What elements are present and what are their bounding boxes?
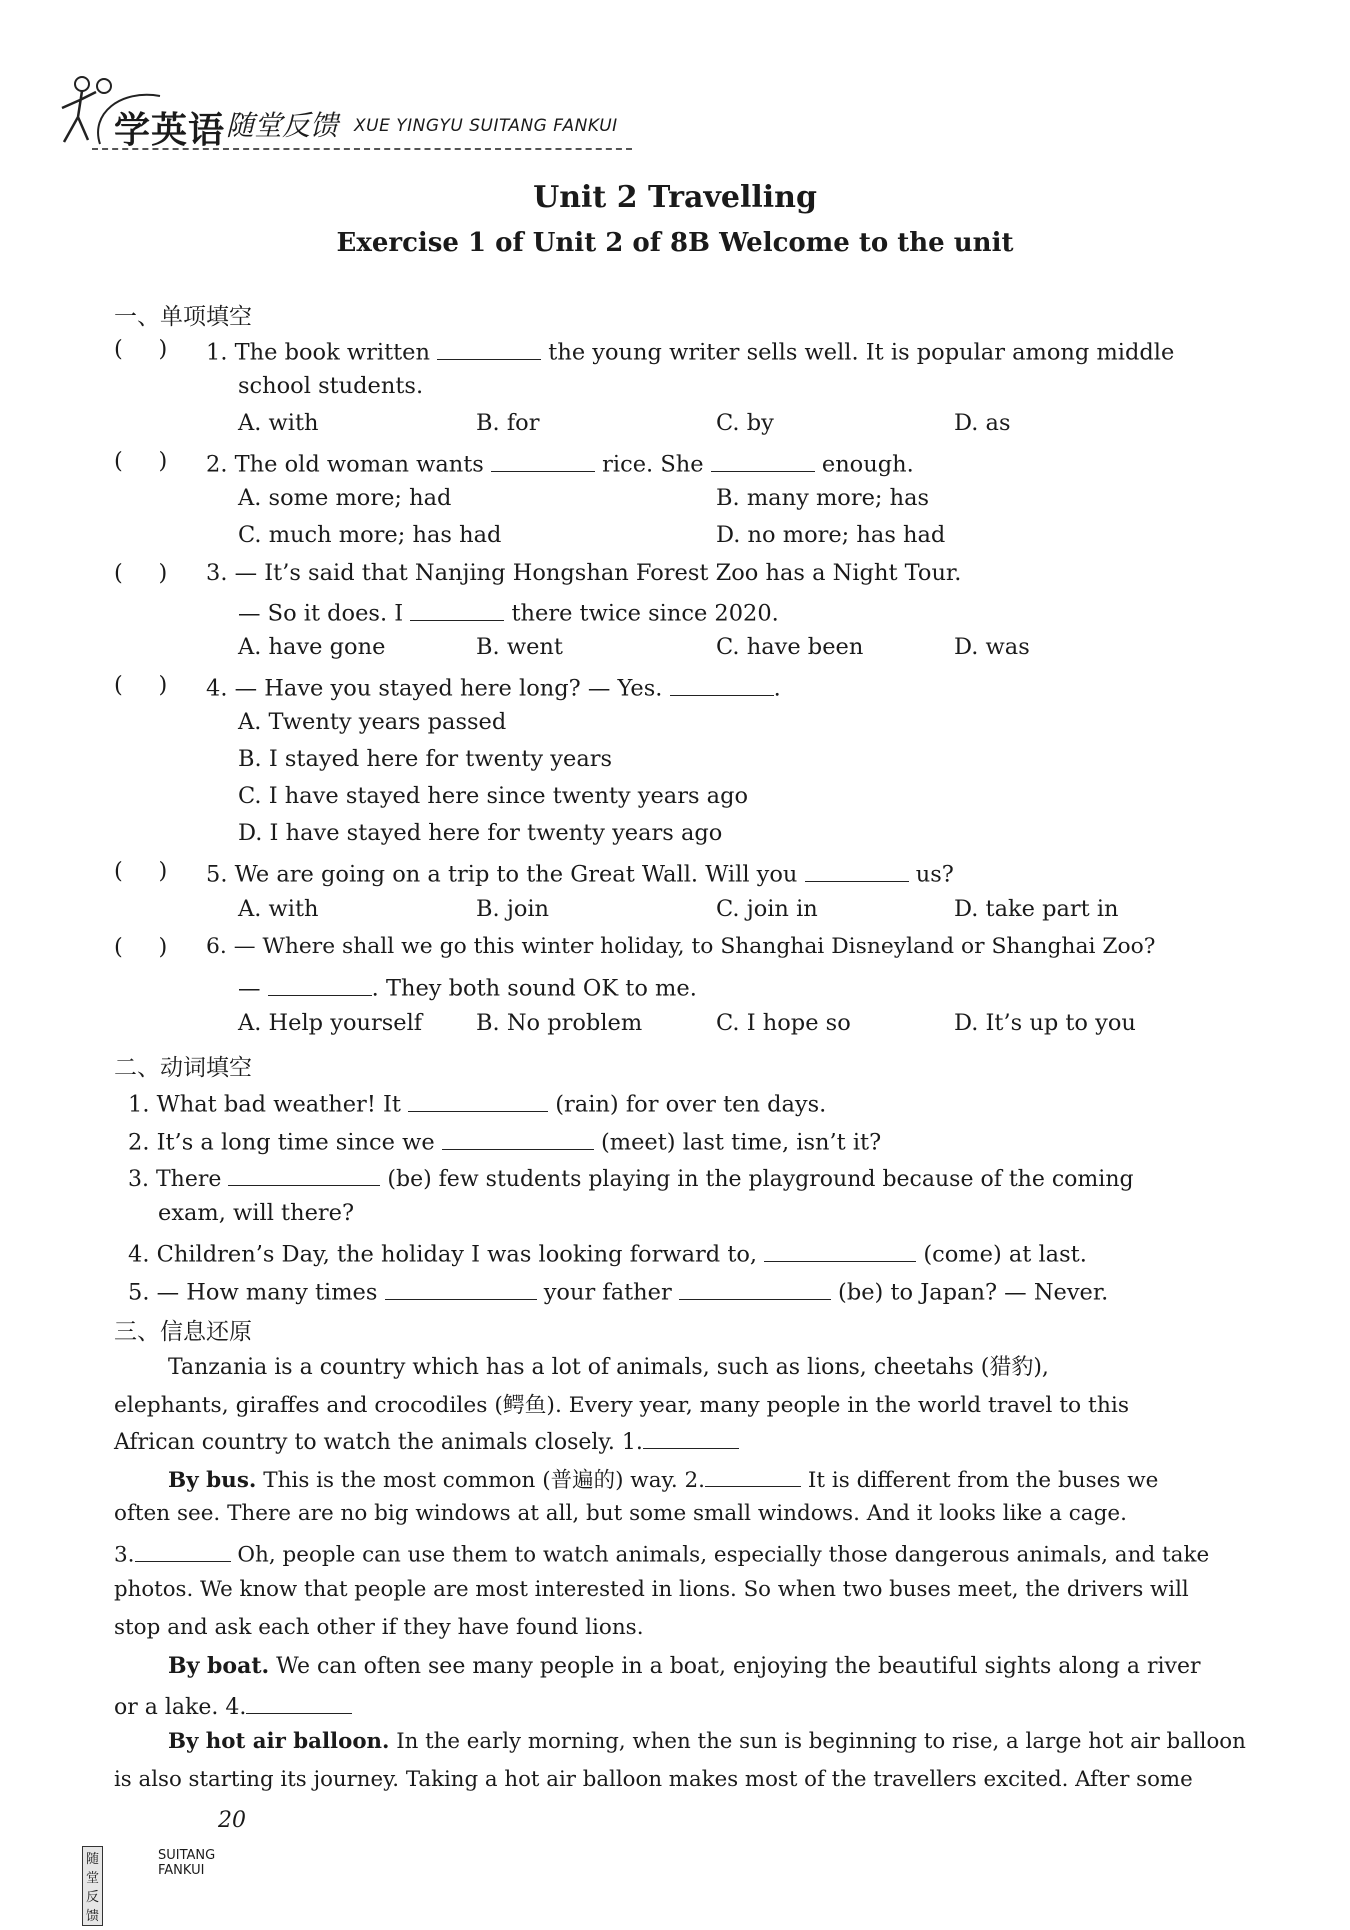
option-c[interactable]: C. much more; has had [238, 522, 502, 548]
passage-text: Oh, people can use them to watch animals, especially those dangerous animals, and take [237, 1542, 1210, 1568]
question-text: (come) at last. [923, 1241, 1087, 1268]
blank-number: 2. [684, 1468, 706, 1493]
question-text: us? [915, 861, 954, 888]
verb-item-3 [128, 1163, 1134, 1192]
option-d[interactable]: D. It’s up to you [954, 1010, 1136, 1036]
option-a[interactable]: A. Twenty years passed [238, 709, 507, 735]
answer-blank[interactable] [228, 1163, 380, 1186]
question-text: the young writer sells well. It is popular among middle [548, 339, 1175, 366]
answer-blank[interactable] [408, 1088, 548, 1112]
passage-line: photos. We know that people are most interested in lions. So when two buses meet, the drivers will [114, 1577, 1189, 1602]
question-3-line2 [238, 597, 779, 627]
header-logo [52, 64, 632, 164]
option-c[interactable]: C. by [716, 410, 774, 436]
section3-heading: 三、信息还原 [114, 1319, 252, 1345]
question-text: We are going on a trip to the Great Wall. Will you [234, 861, 798, 888]
passage-line [114, 1426, 739, 1455]
question-number: 3. [206, 560, 228, 586]
exercise-subtitle: Exercise 1 of Unit 2 of 8B Welcome to the unit [336, 228, 1014, 258]
passage-text: or a lake. [114, 1695, 219, 1720]
answer-blank[interactable] [679, 1276, 831, 1300]
passage-line: stop and ask each other if they have found lions. [114, 1615, 644, 1640]
question-text: The old woman wants [234, 451, 484, 478]
option-b[interactable]: B. I stayed here for twenty years [238, 746, 613, 772]
question-3 [206, 560, 961, 586]
question-text: rice. She [602, 451, 704, 478]
question-text: — Have you stayed here long? — Yes. [234, 675, 663, 702]
question-text: What bad weather! It [156, 1091, 401, 1118]
answer-paren[interactable]: ( ) [114, 560, 168, 586]
question-text: there twice since 2020. [511, 600, 779, 627]
answer-blank[interactable] [246, 1691, 352, 1714]
passage-heading: By hot air balloon. [168, 1729, 390, 1754]
question-text: — [238, 975, 261, 1002]
question-text: (rain) for over ten days. [555, 1091, 827, 1118]
passage-text: It is different from the buses we [807, 1468, 1159, 1493]
answer-blank[interactable] [805, 858, 909, 882]
answer-blank[interactable] [764, 1238, 916, 1262]
header-divider [92, 148, 632, 150]
question-number: 1. [206, 339, 228, 366]
passage-text: This is the most common (普遍的) way. [263, 1468, 678, 1493]
option-c[interactable]: C. join in [716, 896, 818, 922]
passage-line [168, 1729, 1246, 1754]
option-d[interactable]: D. take part in [954, 896, 1119, 922]
question-number: 2. [128, 1129, 150, 1156]
option-a[interactable]: A. with [238, 896, 319, 922]
verb-item-1 [128, 1088, 826, 1118]
question-text: . [773, 675, 781, 702]
question-number: 5. [128, 1279, 150, 1306]
answer-blank[interactable] [268, 972, 372, 996]
answer-blank[interactable] [643, 1426, 739, 1449]
question-text: . They both sound OK to me. [371, 975, 697, 1002]
option-c[interactable]: C. have been [716, 634, 864, 660]
option-c[interactable]: C. I have stayed here since twenty years ago [238, 783, 749, 809]
answer-blank[interactable] [705, 1465, 801, 1488]
option-c[interactable]: C. I hope so [716, 1010, 851, 1036]
question-text: — How many times [156, 1279, 378, 1306]
blank-number: 4. [225, 1695, 247, 1720]
answer-blank[interactable] [410, 597, 504, 621]
answer-paren[interactable]: ( ) [114, 858, 168, 884]
question-number: 6. [206, 934, 227, 959]
passage-line [168, 1653, 1201, 1679]
answer-blank[interactable] [491, 448, 595, 472]
passage-line: is also starting its journey. Taking a hot air balloon makes most of the travellers excited. After some [114, 1767, 1193, 1792]
logo-text: 学英语 [114, 110, 226, 151]
passage-heading: By bus. [168, 1468, 257, 1493]
passage-text: In the early morning, when the sun is beginning to rise, a large hot air balloon [396, 1729, 1246, 1754]
answer-blank[interactable] [385, 1276, 537, 1300]
passage-line: often see. There are no big windows at all, but some small windows. And it looks like a cage. [114, 1501, 1127, 1526]
answer-paren[interactable]: ( ) [114, 672, 168, 698]
option-b[interactable]: B. No problem [476, 1010, 643, 1036]
blank-number: 1. [621, 1430, 643, 1455]
option-b[interactable]: B. for [476, 410, 540, 436]
answer-blank[interactable] [437, 336, 541, 360]
logo-subtitle: 随堂反馈 [226, 109, 339, 142]
page-number: 20 [218, 1808, 246, 1833]
section2-heading: 二、动词填空 [114, 1055, 252, 1081]
option-d[interactable]: D. I have stayed here for twenty years ago [238, 820, 723, 846]
question-number: 4. [206, 675, 228, 702]
footer-badge: 随堂反馈 [82, 1846, 103, 1926]
question-text: The book written [234, 339, 430, 366]
verb-item-2 [128, 1126, 881, 1156]
option-d[interactable]: D. as [954, 410, 1011, 436]
verb-item-4 [128, 1238, 1087, 1268]
question-text: — It’s said that Nanjing Hongshan Forest Zoo has a Night Tour. [234, 560, 962, 586]
question-text: your father [543, 1279, 672, 1306]
answer-blank[interactable] [135, 1539, 231, 1562]
question-6-line2 [238, 972, 697, 1002]
option-b[interactable]: B. went [476, 634, 563, 660]
question-text: Children’s Day, the holiday I was looking forward to, [156, 1241, 758, 1268]
answer-blank[interactable] [711, 448, 815, 472]
answer-blank[interactable] [442, 1126, 594, 1150]
question-number: 3. [128, 1167, 149, 1192]
question-5 [206, 858, 954, 888]
logo-pinyin: XUE YINGYU SUITANG FANKUI [354, 116, 618, 136]
passage-text: African country to watch the animals closely. [114, 1430, 615, 1455]
question-number: 5. [206, 861, 228, 888]
option-a[interactable]: A. have gone [238, 634, 386, 660]
option-a[interactable]: A. some more; had [238, 485, 452, 511]
passage-text: We can often see many people in a boat, enjoying the beautiful sights along a river [276, 1654, 1201, 1679]
option-a[interactable]: A. Help yourself [238, 1010, 423, 1036]
question-text: (be) few students playing in the playground because of the coming [387, 1167, 1134, 1192]
option-d[interactable]: D. no more; has had [716, 522, 946, 548]
footer-subtitle: SUITANG FANKUI [158, 1848, 216, 1878]
question-6 [206, 934, 1155, 959]
verb-item-3-cont: exam, will there? [158, 1200, 355, 1226]
question-text: — So it does. I [238, 600, 404, 627]
question-number: 2. [206, 451, 228, 478]
question-continuation: school students. [238, 373, 424, 399]
section1-heading: 一、单项填空 [114, 304, 252, 330]
question-number: 1. [128, 1091, 150, 1118]
question-2 [206, 448, 914, 478]
question-number: 4. [128, 1241, 150, 1268]
question-text: — Where shall we go this winter holiday, to Shanghai Disneyland or Shanghai Zoo? [233, 934, 1156, 959]
passage-line [168, 1463, 1158, 1494]
option-b[interactable]: B. many more; has [716, 485, 930, 511]
passage-line: elephants, giraffes and crocodiles (鳄鱼). Every year, many people in the world travel to this [114, 1393, 1130, 1418]
option-a[interactable]: A. with [238, 410, 319, 436]
question-1 [206, 336, 1174, 366]
blank-number: 3. [114, 1542, 135, 1568]
answer-paren[interactable]: ( ) [114, 934, 168, 960]
option-b[interactable]: B. join [476, 896, 550, 922]
question-text: (be) to Japan? — Never. [838, 1279, 1109, 1306]
passage-line: Tanzania is a country which has a lot of animals, such as lions, cheetahs (猎豹), [168, 1355, 1049, 1380]
passage-heading: By boat. [168, 1653, 270, 1679]
question-text: enough. [821, 451, 914, 478]
answer-paren[interactable]: ( ) [114, 336, 168, 362]
question-4 [206, 672, 781, 702]
option-d[interactable]: D. was [954, 634, 1030, 660]
question-text: It’s a long time since we [156, 1129, 435, 1156]
passage-line [114, 1539, 1209, 1568]
verb-item-5 [128, 1276, 1108, 1306]
question-text: (meet) last time, isn’t it? [601, 1129, 882, 1156]
unit-title: Unit 2 Travelling [533, 180, 817, 215]
question-text: There [156, 1167, 222, 1192]
answer-blank[interactable] [670, 672, 774, 696]
answer-paren[interactable]: ( ) [114, 448, 168, 474]
passage-line [114, 1691, 352, 1720]
